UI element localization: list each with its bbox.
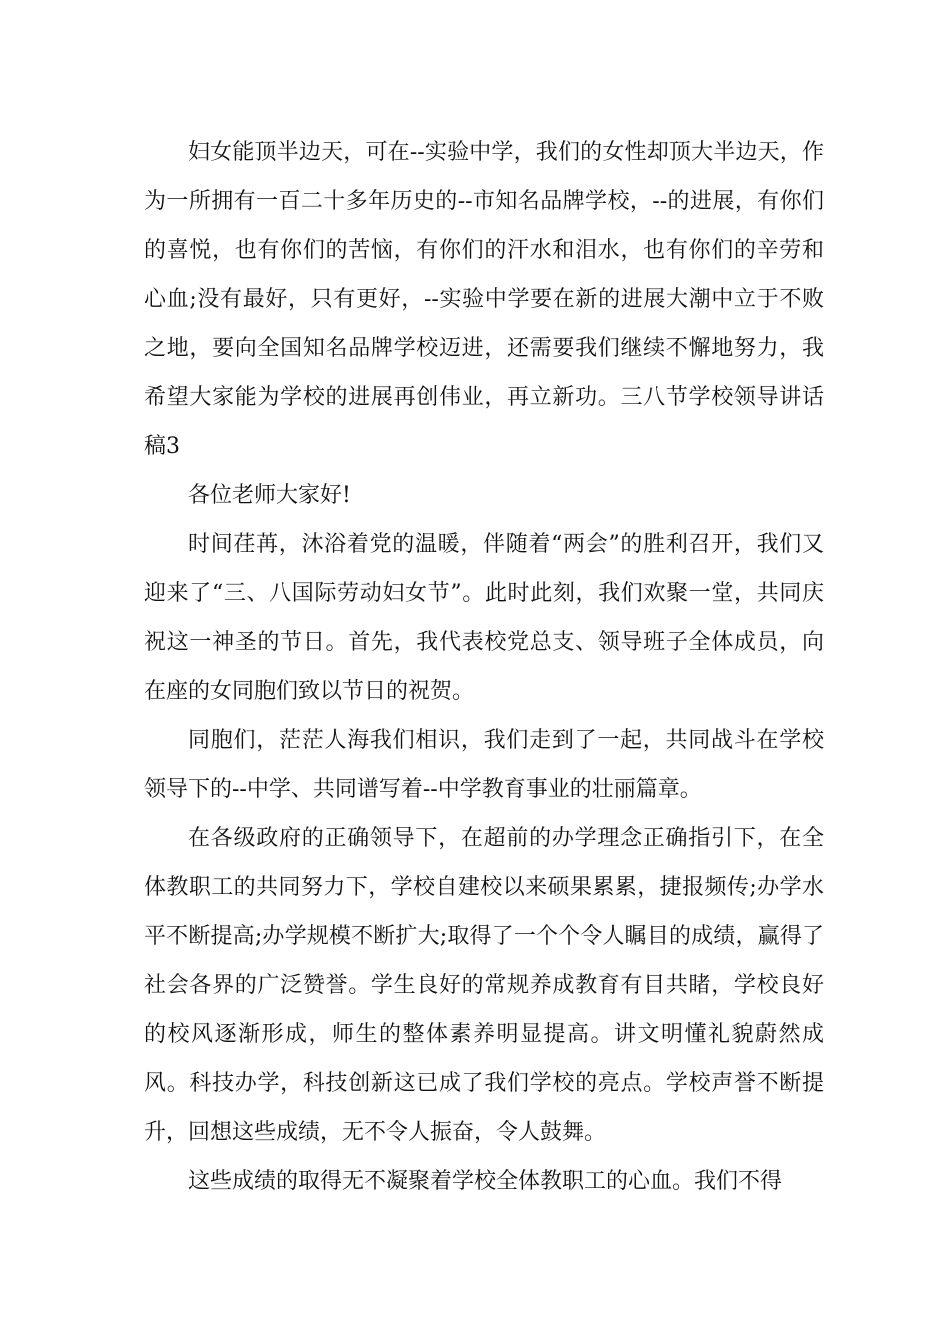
paragraph-credit: 这些成绩的取得无不凝聚着学校全体教职工的心血。我们不得 — [188, 1169, 783, 1194]
document-body — [144, 128, 824, 1206]
paragraph-closing-remarks: 妇女能顶半边天，可在--实验中学，我们的女性却顶大半边天，作为一所拥有一百二十多年历史的--市知名品牌学校，--的进展，有你们的喜悦，也有你们的苦恼，有你们的汗水和泪水，也有你们的辛劳和心血;没有最好，只有更好，--实验中学要在新的进展大潮中立于不败之地，要向全国知名品牌学校迈进，还需要我们继续不懈地努力，我希望大家能为学校的进展再创伟业，再立新功。三八节学校领导讲话稿3 — [144, 140, 824, 459]
paragraph-opening: 时间荏苒，沐浴着党的温暖，伴随着“两会”的胜利召开，我们又迎来了“三、八国际劳动妇女节”。此时此刻，我们欢聚一堂，共同庆祝这一神圣的节日。首先，我代表校党总支、领导班子全体成员，向在座的女同胞们致以节日的祝贺。 — [144, 532, 824, 704]
paragraph-greeting: 各位老师大家好! — [188, 483, 351, 508]
paragraph-colleagues: 同胞们，茫茫人海我们相识，我们走到了一起，共同战斗在学校领导下的--中学、共同谱写着--中学教育事业的壮丽篇章。 — [144, 728, 824, 802]
paragraph-achievements: 在各级政府的正确领导下，在超前的办学理念正确指引下，在全体教职工的共同努力下，学校自建校以来硕果累累，捷报频传;办学水平不断提高;办学规模不断扩大;取得了一个个令人瞩目的成绩，赢得了社会各界的广泛赞誉。学生良好的常规养成教育有目共睹，学校良好的校风逐渐形成，师生的整体素养明显提高。讲文明懂礼貌蔚然成风。科技办学，科技创新这已成了我们学校的亮点。学校声誉不断提升，回想这些成绩，无不令人振奋，令人鼓舞。 — [144, 826, 824, 1145]
